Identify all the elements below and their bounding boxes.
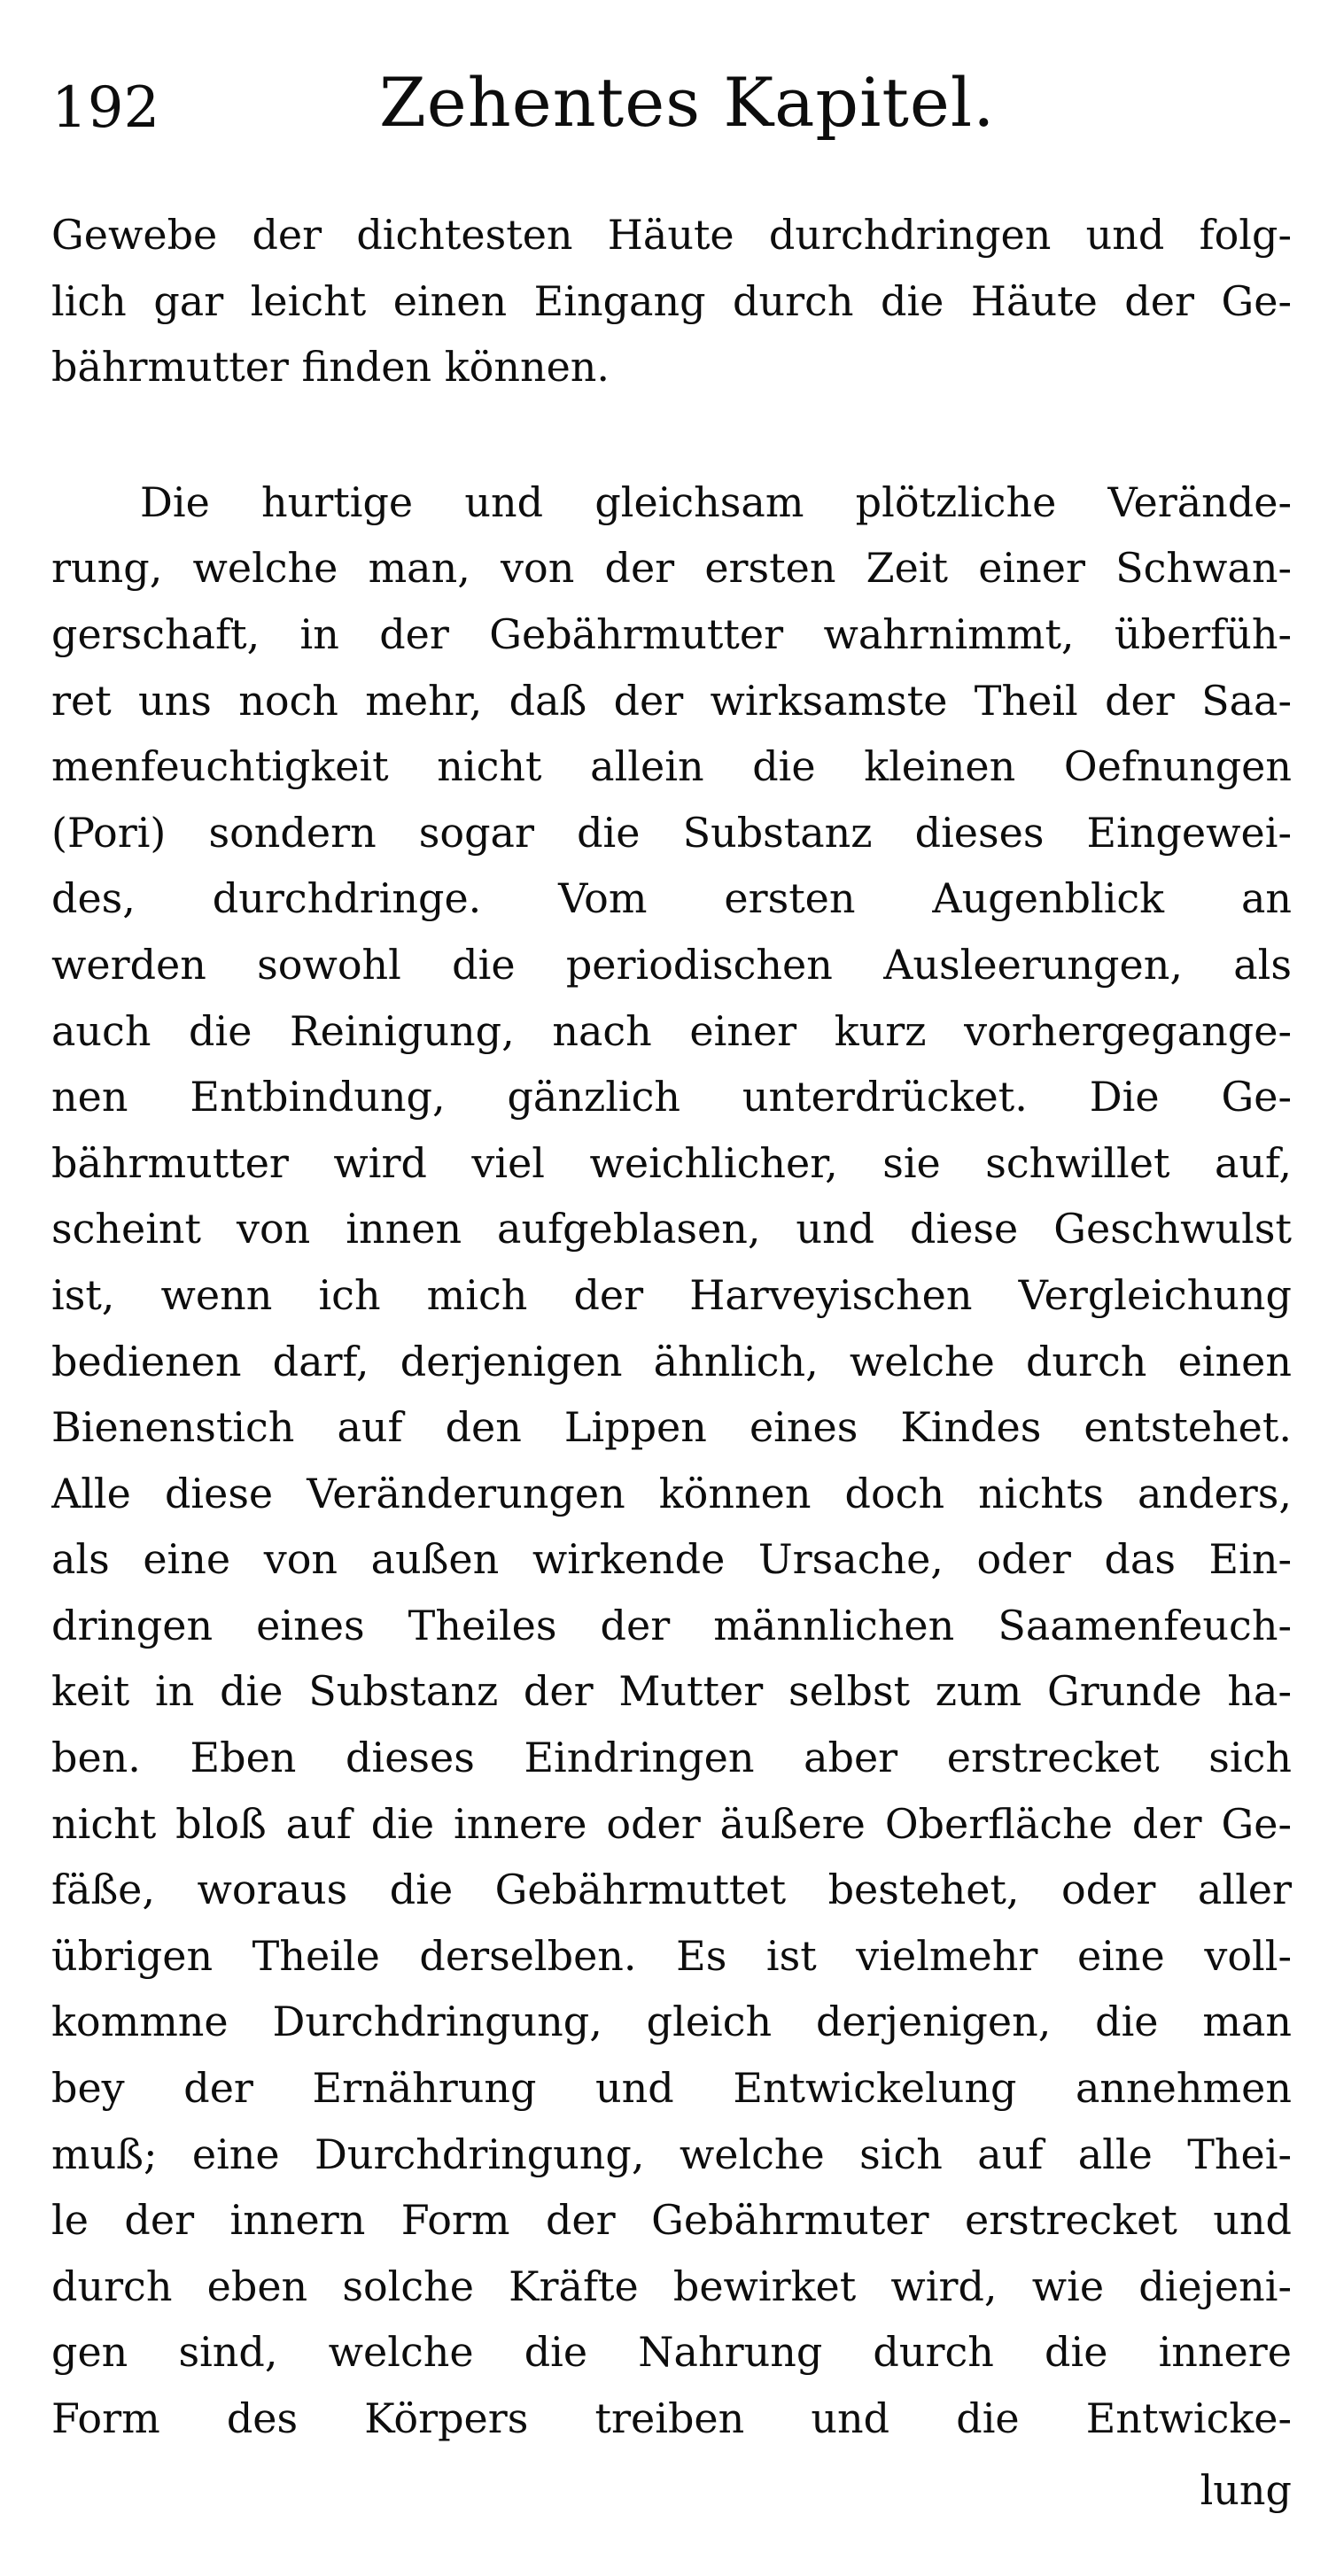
text-line: gerschaft, in der Gebährmutter wahrnimmt, überfüh- xyxy=(51,609,1292,658)
text-line: übrigen Theile derselben. Es ist vielmehr eine voll- xyxy=(51,1931,1292,1980)
text-line: nicht bloß auf die innere oder äußere Oberfläche der Ge- xyxy=(51,1799,1292,1848)
text-line: keit in die Substanz der Mutter selbst zum Grunde ha- xyxy=(51,1667,1292,1716)
text-line: le der innern Form der Gebährmuter erstrecket und xyxy=(51,2196,1292,2245)
text-line: bährmutter wird viel weichlicher, sie schwillet auf, xyxy=(51,1138,1292,1187)
text-line: bedienen darf, derjenigen ähnlich, welche durch einen xyxy=(51,1337,1292,1385)
text-line: muß; eine Durchdringung, welche sich auf alle Thei- xyxy=(51,2130,1292,2178)
running-title: Zehentes Kapitel. xyxy=(379,63,996,142)
page-number: 192 xyxy=(51,75,160,141)
text-line: (Pori) sondern sogar die Substanz dieses Eingewei- xyxy=(51,808,1292,857)
page-header xyxy=(51,53,1292,151)
catchword: lung xyxy=(1200,2466,1292,2514)
text-line: Gewebe der dichtesten Häute durchdringen und folg- xyxy=(51,211,1292,259)
body-text xyxy=(51,202,1292,2452)
text-line: rung, welche man, von der ersten Zeit einer Schwan- xyxy=(51,544,1292,593)
text-line: als eine von außen wirkende Ursache, oder das Ein- xyxy=(51,1535,1292,1584)
text-line: des, durchdringe. Vom ersten Augenblick an xyxy=(51,874,1292,923)
text-line: kommne Durchdringung, gleich derjenigen, die man xyxy=(51,1998,1292,2046)
text-line: scheint von innen aufgeblasen, und diese Geschwulst xyxy=(51,1205,1292,1253)
text-line: dringen eines Theiles der männlichen Saamenfeuch- xyxy=(51,1601,1292,1649)
text-line: ist, wenn ich mich der Harveyischen Vergleichung xyxy=(51,1270,1292,1319)
paragraph-gap xyxy=(51,400,1292,469)
text-line: ben. Eben dieses Eindringen aber erstrecket sich xyxy=(51,1734,1292,1782)
text-line: fäße, woraus die Gebährmuttet bestehet, oder aller xyxy=(51,1866,1292,1914)
text-line: durch eben solche Kräfte bewirket wird, wie diejeni- xyxy=(51,2262,1292,2310)
text-line: lich gar leicht einen Eingang durch die Häute der Ge- xyxy=(51,276,1292,325)
text-line: bährmutter finden können. xyxy=(51,343,610,392)
text-line: gen sind, welche die Nahrung durch die innere xyxy=(51,2328,1292,2377)
text-line: Form des Körpers treiben und die Entwicke- xyxy=(51,2394,1292,2442)
text-line: nen Entbindung, gänzlich unterdrücket. Die Ge- xyxy=(51,1073,1292,1121)
text-line: ret uns noch mehr, daß der wirksamste Theil der Saa- xyxy=(51,676,1292,725)
text-line: Die hurtige und gleichsam plötzliche Verände- xyxy=(140,477,1292,526)
text-line: auch die Reinigung, nach einer kurz vorhergegange- xyxy=(51,1006,1292,1055)
text-line: Bienenstich auf den Lippen eines Kindes entstehet. xyxy=(51,1403,1292,1452)
text-line: werden sowohl die periodischen Ausleerungen, als xyxy=(51,940,1292,989)
text-line: bey der Ernährung und Entwickelung annehmen xyxy=(51,2064,1292,2113)
text-line: menfeuchtigkeit nicht allein die kleinen Oefnungen xyxy=(51,742,1292,791)
text-line: Alle diese Veränderungen können doch nichts anders, xyxy=(51,1469,1292,1517)
